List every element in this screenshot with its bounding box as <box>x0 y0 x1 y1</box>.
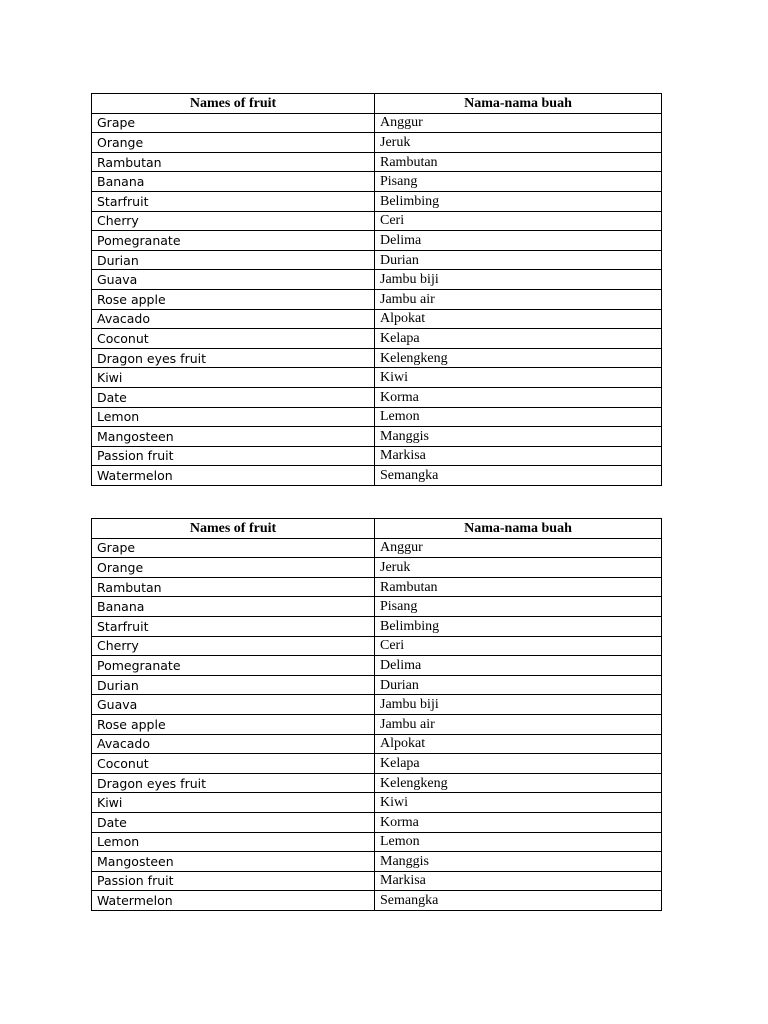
table-row <box>92 113 662 133</box>
table-row <box>92 191 662 211</box>
fruit-name-english: Lemon <box>92 407 375 427</box>
fruit-name-indonesian: Anggur <box>375 113 662 133</box>
fruit-name-english: Durian <box>92 250 375 270</box>
fruit-name-indonesian: Kelapa <box>375 329 662 349</box>
table-row <box>92 466 662 486</box>
fruit-name-english: Mangosteen <box>92 427 375 447</box>
fruit-name-indonesian: Pisang <box>375 172 662 192</box>
fruit-name-indonesian: Kelengkeng <box>375 348 662 368</box>
table-row <box>92 871 662 891</box>
table-row <box>92 558 662 578</box>
fruit-name-indonesian: Semangka <box>375 466 662 486</box>
fruit-name-english: Watermelon <box>92 466 375 486</box>
fruit-name-indonesian: Durian <box>375 675 662 695</box>
fruit-name-indonesian: Ceri <box>375 211 662 231</box>
header-english: Names of fruit <box>92 94 375 114</box>
header-row <box>92 94 662 114</box>
header-row <box>92 519 662 539</box>
fruit-name-english: Lemon <box>92 832 375 852</box>
fruit-name-english: Passion fruit <box>92 871 375 891</box>
fruit-name-english: Date <box>92 387 375 407</box>
table-row <box>92 832 662 852</box>
fruit-name-english: Rose apple <box>92 289 375 309</box>
table-row <box>92 309 662 329</box>
table-row <box>92 152 662 172</box>
fruit-name-indonesian: Rambutan <box>375 152 662 172</box>
table-row <box>92 597 662 617</box>
fruit-name-indonesian: Rambutan <box>375 577 662 597</box>
table-row <box>92 675 662 695</box>
fruit-name-english: Starfruit <box>92 191 375 211</box>
table-row <box>92 793 662 813</box>
fruit-name-indonesian: Delima <box>375 231 662 251</box>
fruit-name-indonesian: Markisa <box>375 871 662 891</box>
fruit-name-english: Cherry <box>92 636 375 656</box>
fruit-name-english: Durian <box>92 675 375 695</box>
fruit-name-indonesian: Pisang <box>375 597 662 617</box>
table-row <box>92 329 662 349</box>
fruit-name-indonesian: Manggis <box>375 852 662 872</box>
table-row <box>92 289 662 309</box>
table-row <box>92 250 662 270</box>
fruit-name-english: Coconut <box>92 754 375 774</box>
fruit-name-indonesian: Lemon <box>375 832 662 852</box>
fruit-name-english: Avacado <box>92 309 375 329</box>
table-row <box>92 407 662 427</box>
fruit-name-indonesian: Jambu air <box>375 714 662 734</box>
fruit-name-english: Grape <box>92 113 375 133</box>
fruit-name-english: Guava <box>92 270 375 290</box>
fruit-name-indonesian: Belimbing <box>375 616 662 636</box>
fruit-name-indonesian: Korma <box>375 387 662 407</box>
table-row <box>92 616 662 636</box>
fruit-name-english: Rose apple <box>92 714 375 734</box>
fruit-name-english: Kiwi <box>92 368 375 388</box>
fruit-name-english: Mangosteen <box>92 852 375 872</box>
fruit-name-indonesian: Kiwi <box>375 368 662 388</box>
fruit-name-indonesian: Delima <box>375 656 662 676</box>
table-row <box>92 773 662 793</box>
fruit-name-indonesian: Kiwi <box>375 793 662 813</box>
table-row <box>92 133 662 153</box>
table-row <box>92 211 662 231</box>
table-row <box>92 891 662 911</box>
fruit-name-indonesian: Markisa <box>375 446 662 466</box>
fruit-name-indonesian: Jeruk <box>375 133 662 153</box>
fruit-name-indonesian: Korma <box>375 812 662 832</box>
table-row <box>92 754 662 774</box>
table-row <box>92 656 662 676</box>
fruit-table-2 <box>91 518 662 911</box>
fruit-name-english: Dragon eyes fruit <box>92 773 375 793</box>
fruit-name-english: Rambutan <box>92 152 375 172</box>
table-row <box>92 734 662 754</box>
fruit-name-english: Avacado <box>92 734 375 754</box>
header-indonesian: Nama-nama buah <box>375 94 662 114</box>
fruit-name-indonesian: Jambu biji <box>375 695 662 715</box>
fruit-name-indonesian: Anggur <box>375 538 662 558</box>
fruit-name-indonesian: Alpokat <box>375 309 662 329</box>
table-row <box>92 812 662 832</box>
fruit-name-indonesian: Ceri <box>375 636 662 656</box>
fruit-name-english: Starfruit <box>92 616 375 636</box>
fruit-name-english: Passion fruit <box>92 446 375 466</box>
table-row <box>92 368 662 388</box>
fruit-name-english: Coconut <box>92 329 375 349</box>
fruit-name-english: Guava <box>92 695 375 715</box>
fruit-table-1 <box>91 93 662 486</box>
fruit-name-english: Banana <box>92 597 375 617</box>
fruit-name-english: Pomegranate <box>92 231 375 251</box>
fruit-name-english: Watermelon <box>92 891 375 911</box>
table-row <box>92 231 662 251</box>
table-row <box>92 427 662 447</box>
fruit-name-english: Cherry <box>92 211 375 231</box>
fruit-name-english: Pomegranate <box>92 656 375 676</box>
fruit-name-english: Orange <box>92 558 375 578</box>
fruit-name-english: Orange <box>92 133 375 153</box>
fruit-name-indonesian: Semangka <box>375 891 662 911</box>
fruit-name-indonesian: Alpokat <box>375 734 662 754</box>
header-english: Names of fruit <box>92 519 375 539</box>
table-row <box>92 636 662 656</box>
fruit-name-indonesian: Belimbing <box>375 191 662 211</box>
fruit-name-indonesian: Kelengkeng <box>375 773 662 793</box>
fruit-name-english: Rambutan <box>92 577 375 597</box>
fruit-name-indonesian: Manggis <box>375 427 662 447</box>
table-row <box>92 538 662 558</box>
fruit-name-english: Grape <box>92 538 375 558</box>
header-indonesian: Nama-nama buah <box>375 519 662 539</box>
fruit-name-indonesian: Kelapa <box>375 754 662 774</box>
table-row <box>92 577 662 597</box>
fruit-name-indonesian: Jambu air <box>375 289 662 309</box>
table-row <box>92 852 662 872</box>
table-row <box>92 387 662 407</box>
fruit-name-english: Kiwi <box>92 793 375 813</box>
fruit-name-indonesian: Jambu biji <box>375 270 662 290</box>
table-row <box>92 714 662 734</box>
fruit-name-english: Date <box>92 812 375 832</box>
table-row <box>92 695 662 715</box>
table-row <box>92 348 662 368</box>
table-row <box>92 172 662 192</box>
fruit-name-indonesian: Jeruk <box>375 558 662 578</box>
fruit-name-english: Dragon eyes fruit <box>92 348 375 368</box>
fruit-name-indonesian: Lemon <box>375 407 662 427</box>
table-row <box>92 270 662 290</box>
fruit-name-english: Banana <box>92 172 375 192</box>
table-row <box>92 446 662 466</box>
fruit-name-indonesian: Durian <box>375 250 662 270</box>
